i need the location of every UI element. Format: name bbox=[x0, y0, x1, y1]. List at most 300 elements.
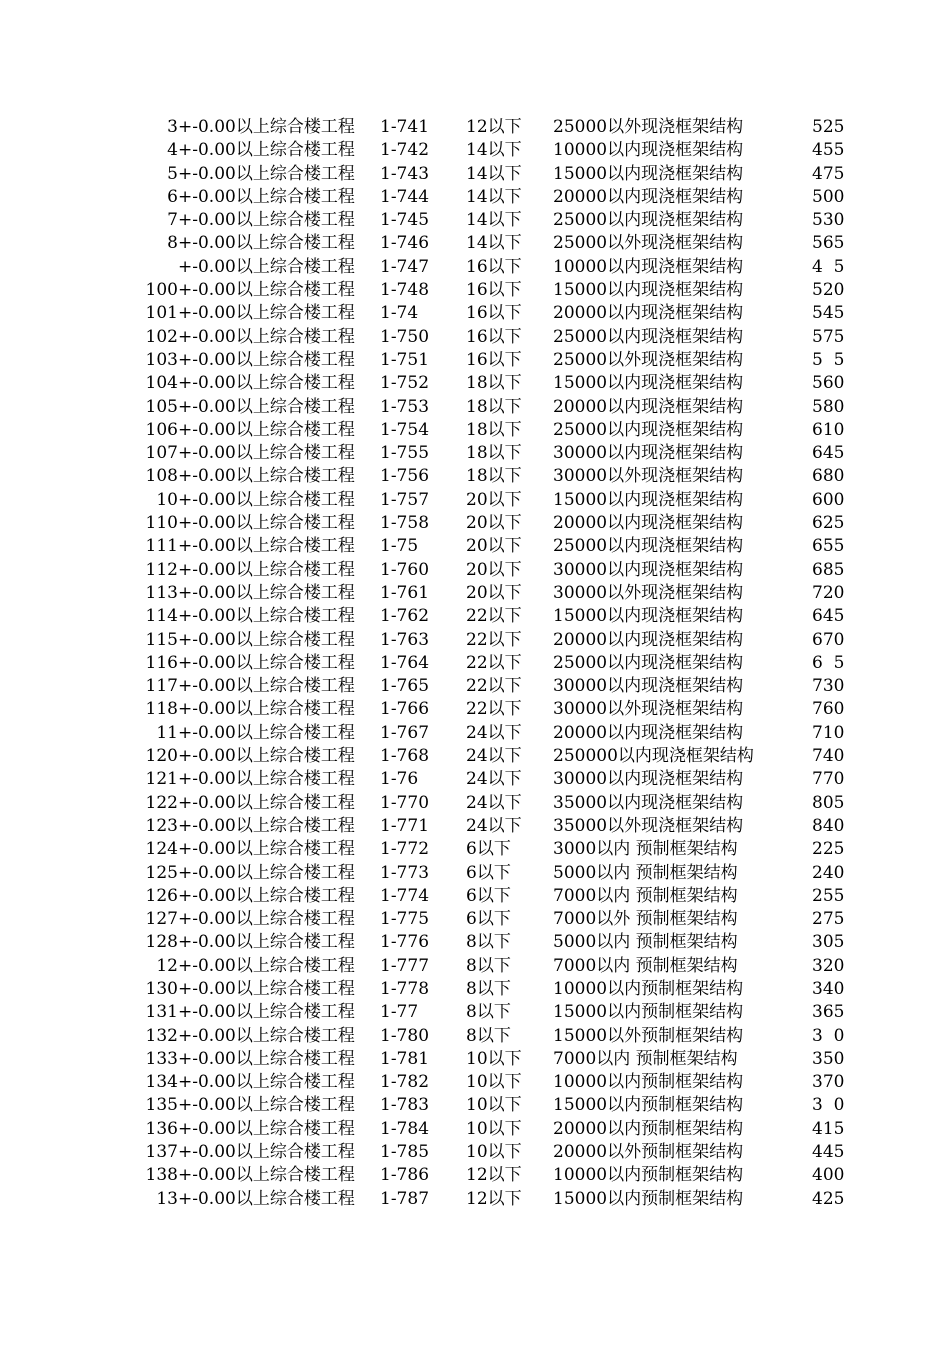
floor-range: 10以下 bbox=[466, 1072, 522, 1093]
table-row bbox=[0, 838, 950, 861]
floor-range: 14以下 bbox=[466, 163, 522, 184]
unit-value: 350 bbox=[812, 1048, 845, 1069]
structure-description: 15000以外预制框架结构 bbox=[553, 1025, 744, 1046]
project-name: +-0.00以上综合楼工程 bbox=[178, 349, 355, 370]
floor-range: 18以下 bbox=[466, 396, 522, 417]
table-row bbox=[0, 885, 950, 908]
project-name: +-0.00以上综合楼工程 bbox=[178, 1025, 355, 1046]
table-row bbox=[0, 745, 950, 768]
floor-range: 20以下 bbox=[466, 489, 522, 510]
row-number: 100 bbox=[145, 280, 178, 301]
item-code: 1-74 bbox=[380, 303, 419, 324]
item-code: 1-745 bbox=[380, 210, 430, 231]
table-row bbox=[0, 559, 950, 582]
floor-range: 24以下 bbox=[466, 746, 522, 767]
table-row bbox=[0, 1164, 950, 1187]
row-number: 118 bbox=[145, 699, 178, 720]
floor-range: 24以下 bbox=[466, 769, 522, 790]
unit-value: 500 bbox=[812, 186, 845, 207]
project-name: +-0.00以上综合楼工程 bbox=[178, 722, 355, 743]
row-number: 115 bbox=[145, 629, 178, 650]
project-name: +-0.00以上综合楼工程 bbox=[178, 769, 355, 790]
row-number: 137 bbox=[145, 1142, 178, 1163]
structure-description: 15000以内现浇框架结构 bbox=[553, 606, 744, 627]
table-row bbox=[0, 605, 950, 628]
item-code: 1-772 bbox=[380, 839, 430, 860]
structure-description: 20000以内现浇框架结构 bbox=[553, 513, 744, 534]
table-row bbox=[0, 698, 950, 721]
table-row bbox=[0, 931, 950, 954]
structure-description: 30000以内现浇框架结构 bbox=[553, 676, 744, 697]
table-row bbox=[0, 209, 950, 232]
floor-range: 6以下 bbox=[466, 885, 511, 906]
structure-description: 250000以内现浇框架结构 bbox=[553, 746, 754, 767]
floor-range: 16以下 bbox=[466, 326, 522, 347]
structure-description: 30000以外现浇框架结构 bbox=[553, 582, 744, 603]
table-row bbox=[0, 1001, 950, 1024]
project-name: +-0.00以上综合楼工程 bbox=[178, 629, 355, 650]
project-name: +-0.00以上综合楼工程 bbox=[178, 815, 355, 836]
table-row bbox=[0, 582, 950, 605]
row-number: 105 bbox=[145, 396, 178, 417]
floor-range: 8以下 bbox=[466, 1002, 511, 1023]
row-number: 132 bbox=[145, 1025, 178, 1046]
item-code: 1-777 bbox=[380, 955, 430, 976]
project-name: +-0.00以上综合楼工程 bbox=[178, 489, 355, 510]
floor-range: 10以下 bbox=[466, 1095, 522, 1116]
structure-description: 20000以外预制框架结构 bbox=[553, 1142, 744, 1163]
floor-range: 16以下 bbox=[466, 303, 522, 324]
structure-description: 35000以外现浇框架结构 bbox=[553, 815, 744, 836]
unit-value: 720 bbox=[812, 582, 845, 603]
structure-description: 7000以内 预制框架结构 bbox=[553, 885, 738, 906]
floor-range: 8以下 bbox=[466, 1025, 511, 1046]
structure-description: 15000以内预制框架结构 bbox=[553, 1188, 744, 1209]
item-code: 1-751 bbox=[380, 349, 430, 370]
floor-range: 14以下 bbox=[466, 210, 522, 231]
table-row bbox=[0, 163, 950, 186]
floor-range: 6以下 bbox=[466, 909, 511, 930]
item-code: 1-748 bbox=[380, 280, 430, 301]
row-number: 128 bbox=[145, 932, 178, 953]
structure-description: 7000以内 预制框架结构 bbox=[553, 1048, 738, 1069]
item-code: 1-747 bbox=[380, 256, 430, 277]
item-code: 1-773 bbox=[380, 862, 430, 883]
table-row bbox=[0, 862, 950, 885]
unit-value: 6 5 bbox=[812, 652, 845, 673]
row-number: 131 bbox=[145, 1002, 178, 1023]
floor-range: 8以下 bbox=[466, 955, 511, 976]
project-name: +-0.00以上综合楼工程 bbox=[178, 1165, 355, 1186]
project-name: +-0.00以上综合楼工程 bbox=[178, 606, 355, 627]
project-name: +-0.00以上综合楼工程 bbox=[178, 676, 355, 697]
unit-value: 610 bbox=[812, 419, 845, 440]
row-number: 113 bbox=[145, 582, 178, 603]
unit-value: 565 bbox=[812, 233, 845, 254]
structure-description: 30000以外现浇框架结构 bbox=[553, 466, 744, 487]
floor-range: 6以下 bbox=[466, 839, 511, 860]
floor-range: 16以下 bbox=[466, 349, 522, 370]
item-code: 1-77 bbox=[380, 1002, 419, 1023]
project-name: +-0.00以上综合楼工程 bbox=[178, 1142, 355, 1163]
project-name: +-0.00以上综合楼工程 bbox=[178, 326, 355, 347]
unit-value: 680 bbox=[812, 466, 845, 487]
table-row bbox=[0, 1048, 950, 1071]
floor-range: 8以下 bbox=[466, 932, 511, 953]
row-number: 110 bbox=[145, 513, 178, 534]
structure-description: 25000以内现浇框架结构 bbox=[553, 652, 744, 673]
table-row bbox=[0, 232, 950, 255]
unit-value: 445 bbox=[812, 1142, 845, 1163]
table-row bbox=[0, 978, 950, 1001]
unit-value: 575 bbox=[812, 326, 845, 347]
floor-range: 18以下 bbox=[466, 373, 522, 394]
row-number: 103 bbox=[145, 349, 178, 370]
item-code: 1-762 bbox=[380, 606, 430, 627]
item-code: 1-782 bbox=[380, 1072, 430, 1093]
project-name: +-0.00以上综合楼工程 bbox=[178, 186, 355, 207]
row-number: 101 bbox=[145, 303, 178, 324]
table-row bbox=[0, 652, 950, 675]
project-name: +-0.00以上综合楼工程 bbox=[178, 210, 355, 231]
project-name: +-0.00以上综合楼工程 bbox=[178, 396, 355, 417]
unit-value: 655 bbox=[812, 536, 845, 557]
item-code: 1-763 bbox=[380, 629, 430, 650]
row-number: 121 bbox=[145, 769, 178, 790]
project-name: +-0.00以上综合楼工程 bbox=[178, 443, 355, 464]
project-name: +-0.00以上综合楼工程 bbox=[178, 792, 355, 813]
project-name: +-0.00以上综合楼工程 bbox=[178, 1072, 355, 1093]
project-name: +-0.00以上综合楼工程 bbox=[178, 280, 355, 301]
unit-value: 475 bbox=[812, 163, 845, 184]
table-row bbox=[0, 186, 950, 209]
floor-range: 12以下 bbox=[466, 1165, 522, 1186]
structure-description: 20000以内现浇框架结构 bbox=[553, 722, 744, 743]
row-number: 11 bbox=[156, 722, 178, 743]
table-row bbox=[0, 372, 950, 395]
floor-range: 14以下 bbox=[466, 186, 522, 207]
structure-description: 15000以内现浇框架结构 bbox=[553, 489, 744, 510]
item-code: 1-754 bbox=[380, 419, 430, 440]
row-number: 127 bbox=[145, 909, 178, 930]
structure-description: 7000以内 预制框架结构 bbox=[553, 955, 738, 976]
unit-value: 805 bbox=[812, 792, 845, 813]
unit-value: 370 bbox=[812, 1072, 845, 1093]
row-number: 111 bbox=[145, 536, 178, 557]
floor-range: 22以下 bbox=[466, 676, 522, 697]
row-number: 124 bbox=[145, 839, 178, 860]
table-row bbox=[0, 442, 950, 465]
item-code: 1-771 bbox=[380, 815, 430, 836]
structure-description: 25000以内现浇框架结构 bbox=[553, 419, 744, 440]
table-row bbox=[0, 465, 950, 488]
table-row bbox=[0, 675, 950, 698]
project-name: +-0.00以上综合楼工程 bbox=[178, 233, 355, 254]
item-code: 1-764 bbox=[380, 652, 430, 673]
row-number: 106 bbox=[145, 419, 178, 440]
floor-range: 12以下 bbox=[466, 117, 522, 137]
project-name: +-0.00以上综合楼工程 bbox=[178, 885, 355, 906]
structure-description: 25000以外现浇框架结构 bbox=[553, 349, 744, 370]
unit-value: 685 bbox=[812, 559, 845, 580]
item-code: 1-774 bbox=[380, 885, 430, 906]
floor-range: 20以下 bbox=[466, 536, 522, 557]
structure-description: 10000以内预制框架结构 bbox=[553, 1072, 744, 1093]
structure-description: 15000以内现浇框架结构 bbox=[553, 373, 744, 394]
table-body bbox=[0, 116, 950, 1211]
floor-range: 16以下 bbox=[466, 280, 522, 301]
row-number: 116 bbox=[145, 652, 178, 673]
table-row bbox=[0, 349, 950, 372]
row-number: 112 bbox=[145, 559, 178, 580]
table-row bbox=[0, 629, 950, 652]
project-name: +-0.00以上综合楼工程 bbox=[178, 513, 355, 534]
row-number: 4 bbox=[167, 140, 178, 161]
structure-description: 20000以内现浇框架结构 bbox=[553, 186, 744, 207]
floor-range: 6以下 bbox=[466, 862, 511, 883]
floor-range: 24以下 bbox=[466, 722, 522, 743]
item-code: 1-741 bbox=[380, 117, 430, 137]
structure-description: 25000以外现浇框架结构 bbox=[553, 233, 744, 254]
row-number: 5 bbox=[167, 163, 178, 184]
floor-range: 16以下 bbox=[466, 256, 522, 277]
row-number: 6 bbox=[167, 186, 178, 207]
project-name: +-0.00以上综合楼工程 bbox=[178, 163, 355, 184]
unit-value: 645 bbox=[812, 606, 845, 627]
row-number: 108 bbox=[145, 466, 178, 487]
structure-description: 20000以内现浇框架结构 bbox=[553, 629, 744, 650]
structure-description: 15000以内预制框架结构 bbox=[553, 1002, 744, 1023]
unit-value: 530 bbox=[812, 210, 845, 231]
table-row bbox=[0, 535, 950, 558]
floor-range: 24以下 bbox=[466, 815, 522, 836]
floor-range: 8以下 bbox=[466, 978, 511, 999]
unit-value: 225 bbox=[812, 839, 845, 860]
structure-description: 30000以内现浇框架结构 bbox=[553, 443, 744, 464]
project-name: +-0.00以上综合楼工程 bbox=[178, 652, 355, 673]
structure-description: 5000以内 预制框架结构 bbox=[553, 862, 738, 883]
item-code: 1-756 bbox=[380, 466, 430, 487]
table-row bbox=[0, 1071, 950, 1094]
floor-range: 12以下 bbox=[466, 1188, 522, 1209]
unit-value: 645 bbox=[812, 443, 845, 464]
item-code: 1-765 bbox=[380, 676, 430, 697]
table-row bbox=[0, 489, 950, 512]
project-name: +-0.00以上综合楼工程 bbox=[178, 117, 355, 137]
unit-value: 560 bbox=[812, 373, 845, 394]
unit-value: 670 bbox=[812, 629, 845, 650]
table-row bbox=[0, 1025, 950, 1048]
table-row bbox=[0, 1094, 950, 1117]
floor-range: 10以下 bbox=[466, 1142, 522, 1163]
row-number: 117 bbox=[145, 676, 178, 697]
unit-value: 545 bbox=[812, 303, 845, 324]
row-number: 136 bbox=[145, 1118, 178, 1139]
unit-value: 415 bbox=[812, 1118, 845, 1139]
row-number: 120 bbox=[145, 746, 178, 767]
unit-value: 740 bbox=[812, 746, 845, 767]
unit-value: 840 bbox=[812, 815, 845, 836]
floor-range: 18以下 bbox=[466, 443, 522, 464]
row-number: 138 bbox=[145, 1165, 178, 1186]
unit-value: 600 bbox=[812, 489, 845, 510]
structure-description: 5000以内 预制框架结构 bbox=[553, 932, 738, 953]
unit-value: 5 5 bbox=[812, 349, 845, 370]
table-row bbox=[0, 955, 950, 978]
project-name: +-0.00以上综合楼工程 bbox=[178, 839, 355, 860]
item-code: 1-761 bbox=[380, 582, 430, 603]
row-number: 126 bbox=[145, 885, 178, 906]
row-number: 123 bbox=[145, 815, 178, 836]
unit-value: 455 bbox=[812, 140, 845, 161]
unit-value: 400 bbox=[812, 1165, 845, 1186]
unit-value: 730 bbox=[812, 676, 845, 697]
project-name: +-0.00以上综合楼工程 bbox=[178, 582, 355, 603]
item-code: 1-784 bbox=[380, 1118, 430, 1139]
table-row bbox=[0, 279, 950, 302]
table-row bbox=[0, 815, 950, 838]
unit-value: 760 bbox=[812, 699, 845, 720]
unit-value: 770 bbox=[812, 769, 845, 790]
row-number: 134 bbox=[145, 1072, 178, 1093]
floor-range: 24以下 bbox=[466, 792, 522, 813]
item-code: 1-768 bbox=[380, 746, 430, 767]
item-code: 1-742 bbox=[380, 140, 430, 161]
floor-range: 20以下 bbox=[466, 513, 522, 534]
project-name: +-0.00以上综合楼工程 bbox=[178, 1048, 355, 1069]
project-name: +-0.00以上综合楼工程 bbox=[178, 303, 355, 324]
unit-value: 240 bbox=[812, 862, 845, 883]
structure-description: 10000以内预制框架结构 bbox=[553, 978, 744, 999]
structure-description: 25000以内现浇框架结构 bbox=[553, 210, 744, 231]
item-code: 1-746 bbox=[380, 233, 430, 254]
floor-range: 18以下 bbox=[466, 419, 522, 440]
table-row bbox=[0, 1188, 950, 1211]
row-number: 135 bbox=[145, 1095, 178, 1116]
item-code: 1-775 bbox=[380, 909, 430, 930]
item-code: 1-753 bbox=[380, 396, 430, 417]
row-number: 125 bbox=[145, 862, 178, 883]
table-row bbox=[0, 139, 950, 162]
item-code: 1-743 bbox=[380, 163, 430, 184]
unit-value: 3 0 bbox=[812, 1025, 845, 1046]
project-name: +-0.00以上综合楼工程 bbox=[178, 256, 355, 277]
project-name: +-0.00以上综合楼工程 bbox=[178, 699, 355, 720]
unit-value: 365 bbox=[812, 1002, 845, 1023]
item-code: 1-781 bbox=[380, 1048, 430, 1069]
project-name: +-0.00以上综合楼工程 bbox=[178, 140, 355, 161]
structure-description: 20000以内预制框架结构 bbox=[553, 1118, 744, 1139]
unit-value: 625 bbox=[812, 513, 845, 534]
table-row bbox=[0, 256, 950, 279]
project-name: +-0.00以上综合楼工程 bbox=[178, 1188, 355, 1209]
item-code: 1-75 bbox=[380, 536, 419, 557]
unit-value: 710 bbox=[812, 722, 845, 743]
row-number: 107 bbox=[145, 443, 178, 464]
project-name: +-0.00以上综合楼工程 bbox=[178, 1095, 355, 1116]
structure-description: 10000以内现浇框架结构 bbox=[553, 140, 744, 161]
structure-description: 20000以内现浇框架结构 bbox=[553, 303, 744, 324]
table-row bbox=[0, 396, 950, 419]
item-code: 1-750 bbox=[380, 326, 430, 347]
item-code: 1-752 bbox=[380, 373, 430, 394]
item-code: 1-758 bbox=[380, 513, 430, 534]
table-row bbox=[0, 302, 950, 325]
structure-description: 30000以内现浇框架结构 bbox=[553, 769, 744, 790]
structure-description: 10000以内现浇框架结构 bbox=[553, 256, 744, 277]
row-number: 13 bbox=[156, 1188, 178, 1209]
project-name: +-0.00以上综合楼工程 bbox=[178, 373, 355, 394]
floor-range: 14以下 bbox=[466, 233, 522, 254]
table-row bbox=[0, 792, 950, 815]
item-code: 1-767 bbox=[380, 722, 430, 743]
item-code: 1-757 bbox=[380, 489, 430, 510]
item-code: 1-778 bbox=[380, 978, 430, 999]
row-number: 122 bbox=[145, 792, 178, 813]
item-code: 1-783 bbox=[380, 1095, 430, 1116]
table-row bbox=[0, 1118, 950, 1141]
row-number: 8 bbox=[167, 233, 178, 254]
item-code: 1-744 bbox=[380, 186, 430, 207]
unit-value: 520 bbox=[812, 280, 845, 301]
unit-value: 255 bbox=[812, 885, 845, 906]
project-name: +-0.00以上综合楼工程 bbox=[178, 909, 355, 930]
project-name: +-0.00以上综合楼工程 bbox=[178, 862, 355, 883]
item-code: 1-770 bbox=[380, 792, 430, 813]
structure-description: 25000以内现浇框架结构 bbox=[553, 536, 744, 557]
unit-value: 580 bbox=[812, 396, 845, 417]
row-number: 12 bbox=[156, 955, 178, 976]
row-number: 102 bbox=[145, 326, 178, 347]
structure-description: 30000以外现浇框架结构 bbox=[553, 699, 744, 720]
table-row bbox=[0, 419, 950, 442]
floor-range: 22以下 bbox=[466, 606, 522, 627]
table-row bbox=[0, 908, 950, 931]
table-row bbox=[0, 768, 950, 791]
structure-description: 30000以内现浇框架结构 bbox=[553, 559, 744, 580]
floor-range: 22以下 bbox=[466, 652, 522, 673]
floor-range: 22以下 bbox=[466, 629, 522, 650]
item-code: 1-76 bbox=[380, 769, 419, 790]
table-row bbox=[0, 1141, 950, 1164]
structure-description: 15000以内现浇框架结构 bbox=[553, 280, 744, 301]
item-code: 1-785 bbox=[380, 1142, 430, 1163]
unit-value: 320 bbox=[812, 955, 845, 976]
structure-description: 35000以内现浇框架结构 bbox=[553, 792, 744, 813]
table-row bbox=[0, 326, 950, 349]
structure-description: 3000以内 预制框架结构 bbox=[553, 839, 738, 860]
structure-description: 20000以内现浇框架结构 bbox=[553, 396, 744, 417]
row-number: 133 bbox=[145, 1048, 178, 1069]
structure-description: 15000以内预制框架结构 bbox=[553, 1095, 744, 1116]
item-code: 1-755 bbox=[380, 443, 430, 464]
item-code: 1-780 bbox=[380, 1025, 430, 1046]
project-name: +-0.00以上综合楼工程 bbox=[178, 932, 355, 953]
project-name: +-0.00以上综合楼工程 bbox=[178, 536, 355, 557]
row-number: 130 bbox=[145, 978, 178, 999]
floor-range: 10以下 bbox=[466, 1048, 522, 1069]
item-code: 1-760 bbox=[380, 559, 430, 580]
project-name: +-0.00以上综合楼工程 bbox=[178, 746, 355, 767]
structure-description: 15000以内现浇框架结构 bbox=[553, 163, 744, 184]
floor-range: 22以下 bbox=[466, 699, 522, 720]
floor-range: 10以下 bbox=[466, 1118, 522, 1139]
item-code: 1-787 bbox=[380, 1188, 430, 1209]
floor-range: 20以下 bbox=[466, 559, 522, 580]
project-name: +-0.00以上综合楼工程 bbox=[178, 1002, 355, 1023]
row-number: 104 bbox=[145, 373, 178, 394]
item-code: 1-766 bbox=[380, 699, 430, 720]
